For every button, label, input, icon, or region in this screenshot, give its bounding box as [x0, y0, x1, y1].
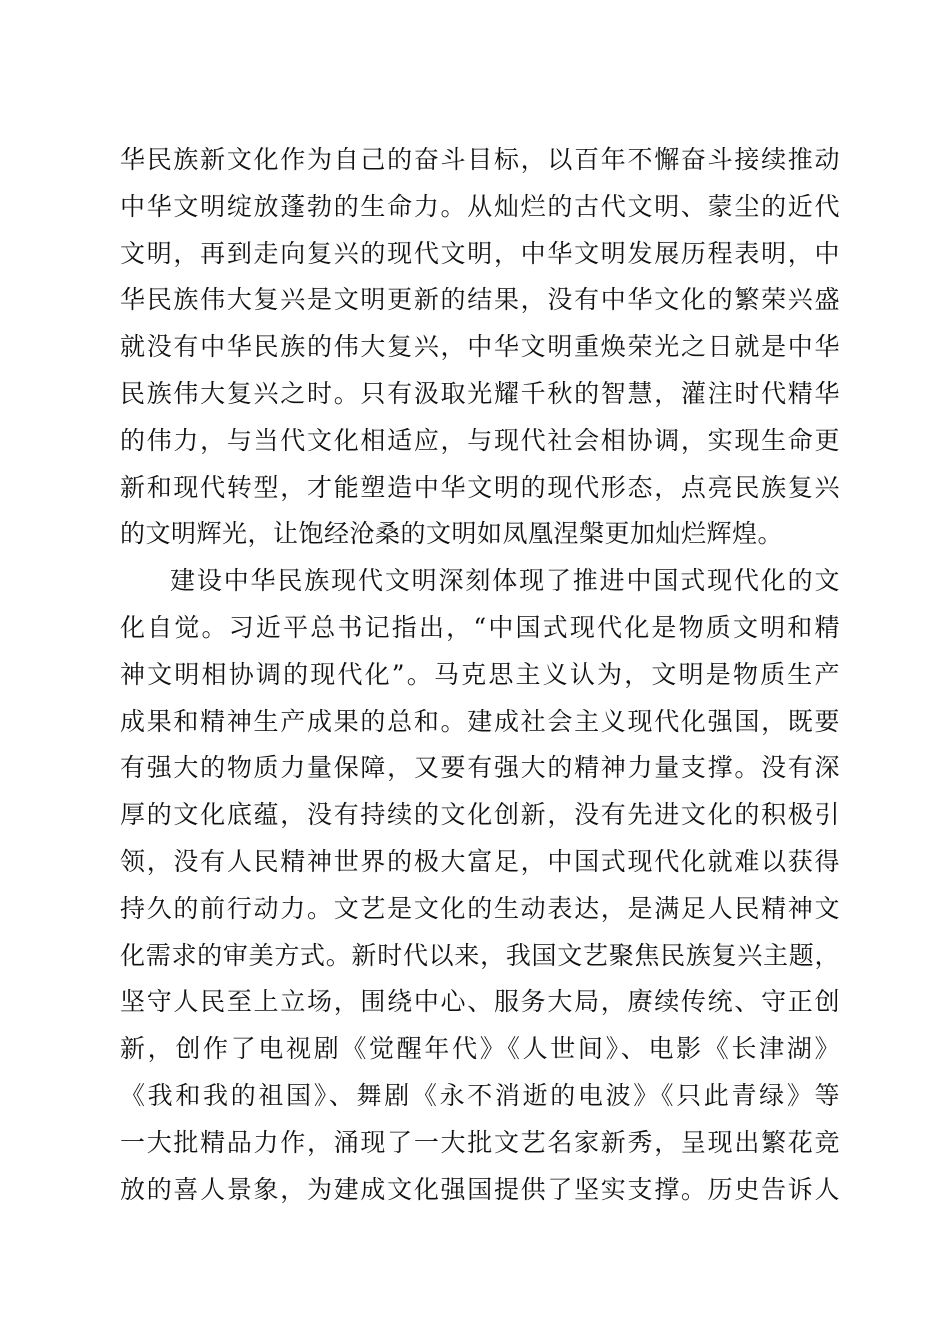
text-line: 文明，再到走向复兴的现代文明，中华文明发展历程表明，中	[120, 238, 840, 268]
text-line: 化自觉。习近平总书记指出，“中国式现代化是物质文明和精	[120, 612, 840, 642]
text-line: 厚的文化底蕴，没有持续的文化创新，没有先进文化的积极引	[120, 800, 840, 830]
text-line: 神文明相协调的现代化”。马克思主义认为，文明是物质生产	[120, 659, 840, 689]
text-line: 就没有中华民族的伟大复兴，中华文明重焕荣光之日就是中华	[120, 332, 840, 362]
text-line: 民族伟大复兴之时。只有汲取光耀千秋的智慧，灌注时代精华	[120, 378, 840, 408]
text-line: 有强大的物质力量保障，又要有强大的精神力量支撑。没有深	[120, 753, 840, 783]
text-line: 的文明辉光，让饱经沧桑的文明如凤凰涅槃更加灿烂辉煌。	[120, 519, 784, 549]
paragraph-1	[120, 137, 840, 558]
text-line: 华民族伟大复兴是文明更新的结果，没有中华文化的繁荣兴盛	[120, 285, 840, 315]
text-line: 领，没有人民精神世界的极大富足，中国式现代化就难以获得	[120, 846, 840, 876]
text-line: 《我和我的祖国》、舞剧《永不消逝的电波》《只此青绿》等	[120, 1080, 840, 1110]
text-line: 化需求的审美方式。新时代以来，我国文艺聚焦民族复兴主题，	[120, 940, 840, 970]
text-line: 坚守人民至上立场，围绕中心、服务大局，赓续传统、守正创	[120, 987, 840, 1017]
text-line: 华民族新文化作为自己的奋斗目标，以百年不懈奋斗接续推动	[120, 145, 840, 174]
body-text	[120, 137, 840, 1213]
text-line: 成果和精神生产成果的总和。建成社会主义现代化强国，既要	[120, 706, 840, 736]
text-line: 的伟力，与当代文化相适应，与现代社会相协调，实现生命更	[120, 425, 840, 455]
text-line: 一大批精品力作，涌现了一大批文艺名家新秀，呈现出繁花竞	[120, 1127, 840, 1157]
text-line: 持久的前行动力。文艺是文化的生动表达，是满足人民精神文	[120, 893, 840, 923]
paragraph-2	[120, 558, 840, 1213]
text-line: 放的喜人景象，为建成文化强国提供了坚实支撑。历史告诉人	[120, 1174, 840, 1204]
text-line: 建设中华民族现代文明深刻体现了推进中国式现代化的文	[170, 566, 840, 596]
text-line: 中华文明绽放蓬勃的生命力。从灿烂的古代文明、蒙尘的近代	[120, 191, 840, 221]
text-line: 新和现代转型，才能塑造中华文明的现代形态，点亮民族复兴	[120, 472, 840, 502]
text-line: 新，创作了电视剧《觉醒年代》《人世间》、电影《长津湖》	[120, 1034, 840, 1064]
